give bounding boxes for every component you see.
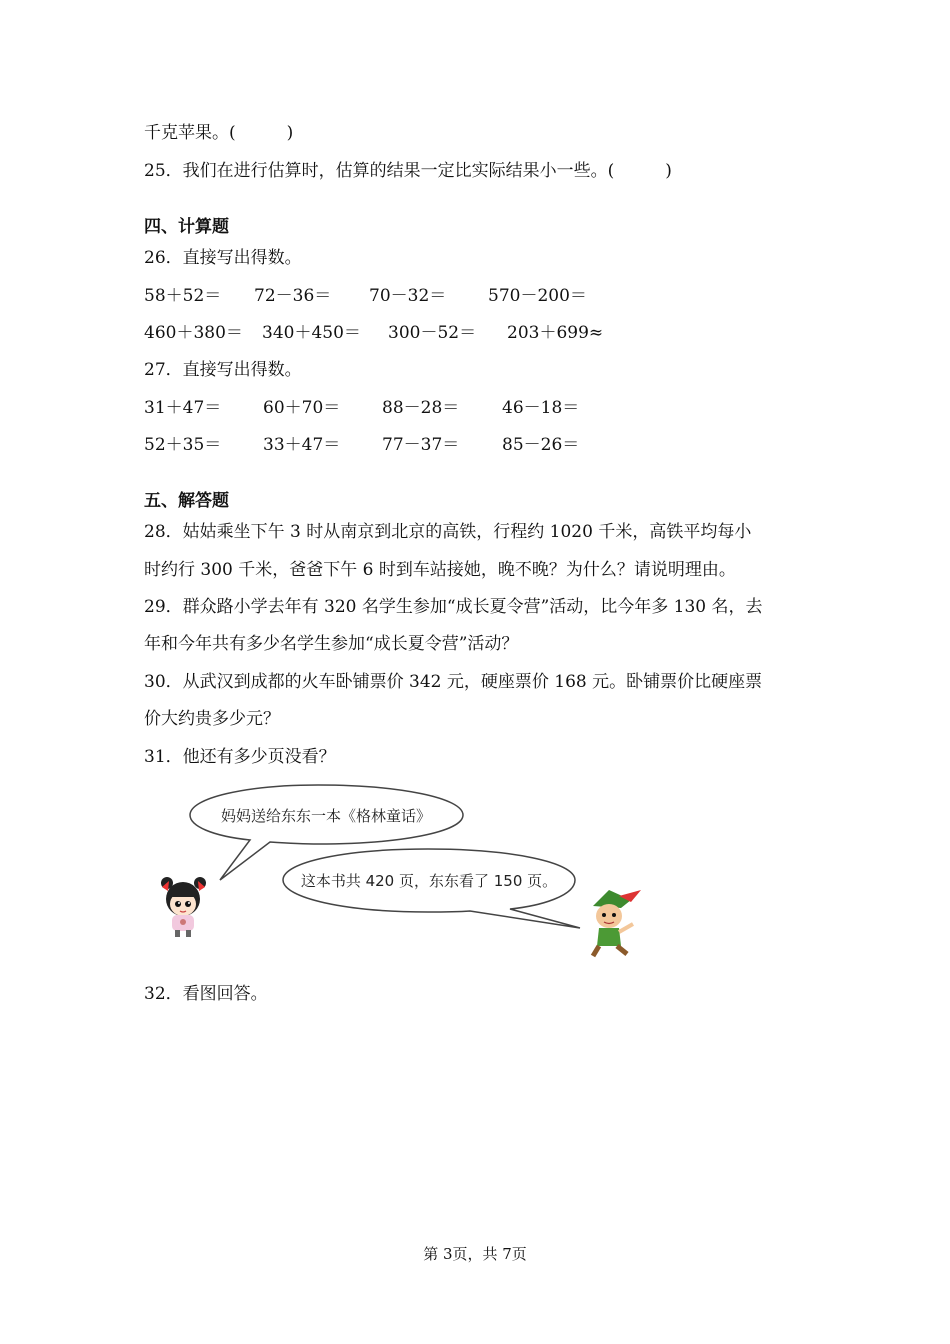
q27-item: 88－28＝: [382, 398, 460, 418]
q27-item: 60＋70＝: [263, 398, 341, 418]
q30-line-1: 30．从武汉到成都的火车卧铺票价 342 元，硬座票价 168 元。卧铺票价比硬座票: [144, 672, 763, 692]
bubble-1-text: 妈妈送给东东一本《格林童话》: [220, 807, 432, 825]
q26-item: 300－52＝: [388, 323, 477, 343]
section-5-heading: 五、解答题: [144, 491, 229, 511]
q31: 31．他还有多少页没看？: [144, 747, 336, 767]
q26-item: 570－200＝: [488, 286, 587, 306]
q24-tail: 千克苹果。( ): [144, 123, 294, 143]
q32: 32．看图回答。: [144, 984, 268, 1004]
q29-line-2: 年和今年共有多少名学生参加“成长夏令营”活动？: [144, 634, 519, 654]
q30-line-2: 价大约贵多少元？: [144, 709, 280, 729]
q27-item: 85－26＝: [502, 435, 580, 455]
q27-item: 46－18＝: [502, 398, 580, 418]
q28-line-1: 28．姑姑乘坐下午 3 时从南京到北京的高铁，行程约 1020 千米，高铁平均每小: [144, 522, 752, 542]
q26-item: 203＋699≈: [507, 323, 604, 343]
q26-item: 340＋450＝: [262, 323, 361, 343]
page-footer: 第 3页，共 7页: [423, 1245, 527, 1263]
q26-item: 72－36＝: [254, 286, 332, 306]
section-4-heading: 四、计算题: [144, 217, 229, 237]
q26: 26．直接写出得数。: [144, 248, 302, 268]
q28-line-2: 时约行 300 千米，爸爸下午 6 时到车站接她，晚不晚？为什么？请说明理由。: [144, 560, 736, 580]
q27-item: 31＋47＝: [144, 398, 222, 418]
q31-illustration: [0, 780, 950, 970]
q27: 27．直接写出得数。: [144, 360, 302, 380]
girl-character-icon: [161, 877, 206, 937]
speech-bubble-2: [283, 849, 580, 928]
q26-item: 460＋380＝: [144, 323, 243, 343]
boy-character-icon: [593, 890, 641, 956]
bubble-2-text: 这本书共 420 页，东东看了 150 页。: [300, 872, 558, 890]
q25: 25．我们在进行估算时，估算的结果一定比实际结果小一些。( ): [144, 161, 672, 181]
q29-line-1: 29．群众路小学去年有 320 名学生参加“成长夏令营”活动，比今年多 130 名，去: [144, 597, 763, 617]
q26-item: 70－32＝: [369, 286, 447, 306]
q27-item: 33＋47＝: [263, 435, 341, 455]
q27-item: 77－37＝: [382, 435, 460, 455]
q26-item: 58＋52＝: [144, 286, 222, 306]
q27-item: 52＋35＝: [144, 435, 222, 455]
